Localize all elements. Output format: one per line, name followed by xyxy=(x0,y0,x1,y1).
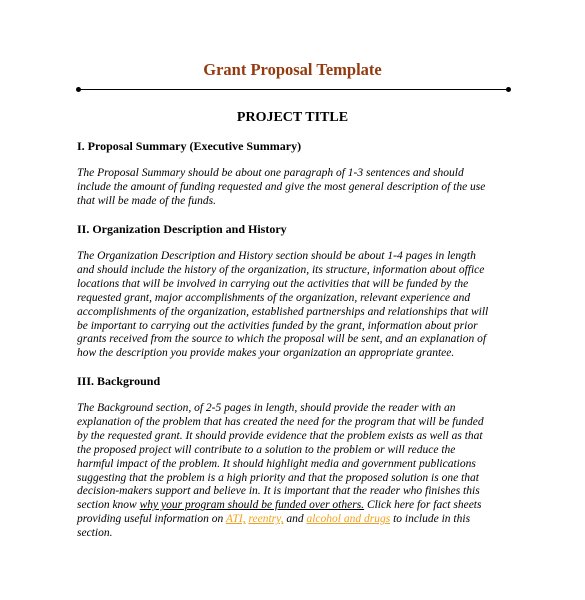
section-body-organization xyxy=(77,250,517,361)
underlined-emphasis: why your program should be funded over others. xyxy=(139,499,365,512)
project-title: PROJECT TITLE xyxy=(236,110,349,125)
line-text: section know xyxy=(77,499,140,512)
paragraph-line: explanation of the problem that has created the need for the program that will be funded xyxy=(77,415,484,428)
section-body-background xyxy=(77,402,517,541)
paragraph-line: section. xyxy=(77,527,113,540)
paragraph-line: accomplishments of the organization, established partnerships and relationships that will xyxy=(77,305,489,318)
paragraph-line: how the description you provide makes your organization an appropriate grantee. xyxy=(77,347,455,360)
paragraph-line: grants received from the source to which the proposal will be sent, and an explanation of xyxy=(77,333,487,346)
ati-link[interactable]: ATI, xyxy=(225,513,246,526)
section-heading-organization: II. Organization Description and History xyxy=(77,222,287,236)
paragraph-line: The Background section, of 2-5 pages in length, should provide the reader with an xyxy=(77,402,456,414)
line-text: Click here for fact sheets xyxy=(364,499,482,512)
paragraph-line xyxy=(77,499,517,513)
line-text: providing useful information on xyxy=(77,513,226,526)
paragraph-line: harmful impact of the problem. It should highlight media and government publications xyxy=(77,457,476,470)
paragraph-line: include the amount of funding requested and give the most general description of the use xyxy=(77,180,486,193)
section-heading-background: III. Background xyxy=(77,374,161,388)
paragraph-line: The Organization Description and History section should be about 1-4 pages in length xyxy=(77,250,476,262)
paragraph-line: by the requested grant. It should provide evidence that the problem exists as well as that xyxy=(77,429,483,442)
alcohol-and-drugs-link[interactable]: alcohol and drugs xyxy=(306,513,391,526)
paragraph-line: and should include the history of the organization, its structure, information about office xyxy=(77,263,485,276)
paragraph-line: The Proposal Summary should be about one paragraph of 1-3 sentences and should xyxy=(77,167,464,179)
paragraph-line: locations that will be involved in carrying out the activities that will be funded by the xyxy=(77,277,469,290)
document-title: Grant Proposal Template xyxy=(203,60,382,79)
paragraph-line: the proposed project will contribute to a solution to the problem or will reduce the xyxy=(77,443,456,456)
line-text: to include in this xyxy=(390,513,471,526)
reentry-link[interactable]: reentry, xyxy=(248,513,284,526)
paragraph-line: decision-makers support and believe in. It is important that the reader who finishes this xyxy=(77,485,480,498)
paragraph-line: suggesting that the problem is a high priority and that the proposed solution is one that xyxy=(77,471,479,484)
paragraph-line: be important to carrying out the activities funded by the grant, information about prior xyxy=(77,319,478,332)
line-text: and xyxy=(283,513,307,526)
divider-right-dot xyxy=(506,87,511,92)
section-heading-proposal-summary: I. Proposal Summary (Executive Summary) xyxy=(77,139,302,153)
paragraph-line: that will be made of the funds. xyxy=(77,194,216,207)
paragraph-line xyxy=(77,513,517,527)
paragraph-line: requested grant, major accomplishments of the organization, relevant experience and xyxy=(77,291,471,304)
title-divider xyxy=(79,89,508,90)
section-body-proposal-summary xyxy=(77,167,517,209)
divider-left-dot xyxy=(76,87,81,92)
